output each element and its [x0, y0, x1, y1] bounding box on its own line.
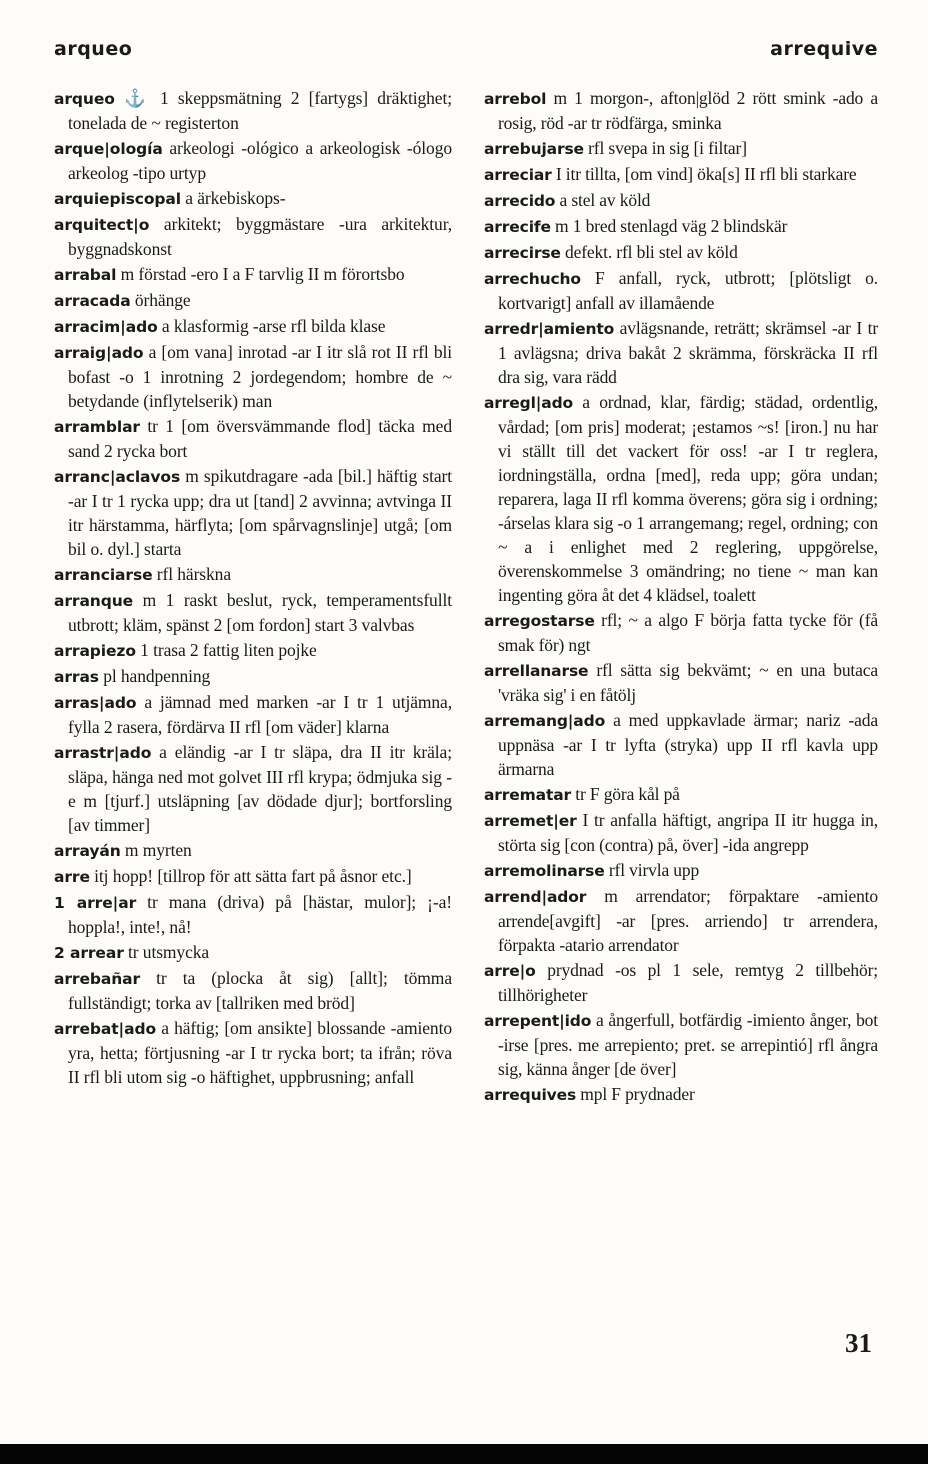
entry-definition: tr F göra kål på [571, 784, 680, 804]
entry-headword: arregl|ado [484, 394, 574, 412]
entry-definition: F anfall, ryck, utbrott; [plötsligt o. kortvarigt] anfall av illamående [498, 268, 878, 313]
entry-headword: arrapiezo [54, 642, 136, 660]
entry-headword: arranciarse [54, 566, 153, 584]
entry-headword: arrend|ador [484, 888, 587, 906]
dictionary-entry [54, 890, 452, 939]
dictionary-entry [484, 162, 878, 187]
entry-definition: tr 1 [om översvämmande flod] täcka med sand 2 rycka bort [68, 416, 452, 461]
entry-definition: örhänge [130, 290, 191, 310]
dictionary-entry [54, 86, 452, 135]
dictionary-entry [54, 288, 452, 313]
entry-headword: arras [54, 668, 99, 686]
dictionary-entry [54, 864, 452, 889]
entry-definition: a ångerfull, botfärdig -imiento ånger, bot -irse [pres. me arrepiento; pret. se arrepintió] rfl ångra sig, känna ånger [de över] [498, 1010, 878, 1079]
entry-definition: I itr tillta, [om vind] öka[s] II rfl bli starkare [551, 164, 857, 184]
entry-definition: m arrendator; förpaktare -amiento arrende[avgift] -ar [pres. arriendo] tr arrendera, förpakta -atario arrendator [498, 886, 878, 955]
entry-definition: rfl; ~ a algo F börja fatta tycke för (få smak för) ngt [498, 610, 878, 655]
entry-definition: defekt. rfl bli stel av köld [560, 242, 738, 262]
entry-headword: arrebujarse [484, 140, 584, 158]
entry-headword: arque|ología [54, 140, 163, 158]
entry-definition: m myrten [120, 840, 192, 860]
entry-headword: 2 arrear [54, 944, 124, 962]
entry-headword: arras|ado [54, 694, 137, 712]
entry-definition: avlägsnande, reträtt; skrämsel -ar I tr 1 avlägsna; driva bakåt 2 skrämma, förskräcka II rfl dra sig, vara rädd [498, 318, 878, 387]
entry-headword: arracada [54, 292, 131, 310]
entry-definition: prydnad -os pl 1 sele, remtyg 2 tillbehör; tillhörigheter [498, 960, 878, 1005]
entry-definition: a eländig -ar I tr släpa, dra II itr kräla; släpa, hänga ned mot golvet III rfl krypa; ödmjuka sig -e m [tjurf.] utsläpning [av dödade djur]; bortforsling [av timmer] [68, 742, 452, 835]
entry-headword: arramblar [54, 418, 140, 436]
entry-headword: arrastr|ado [54, 744, 152, 762]
entry-headword: arredr|amiento [484, 320, 615, 338]
entry-headword: arrellanarse [484, 662, 589, 680]
entry-headword: arranque [54, 592, 134, 610]
entry-definition: I tr anfalla häftigt, angripa II itr hugga in, störta sig [con (contra) på, över] -ida angrepp [498, 810, 878, 855]
running-header-last-word: arrequive [770, 38, 878, 60]
entry-headword: arrebañar [54, 970, 141, 988]
entry-headword: arrabal [54, 266, 117, 284]
dictionary-entry [484, 240, 878, 265]
entry-definition: arkeologi -ológico a arkeologisk -ólogo arkeolog -tipo urtyp [68, 138, 452, 183]
entry-definition: tr mana (driva) på [hästar, mulor]; ¡-a! hoppla!, inte!, nå! [68, 892, 452, 937]
entry-headword: arrematar [484, 786, 572, 804]
entry-headword: arrecido [484, 192, 556, 210]
scan-edge-bar [0, 1444, 928, 1464]
entry-headword: arquitect|o [54, 216, 150, 234]
dictionary-entry [484, 188, 878, 213]
dictionary-entry [54, 212, 452, 261]
entry-definition: m 1 raskt beslut, ryck, temperamentsfullt utbrott; kläm, spänst 2 [om fordon] start 3 valvbas [68, 590, 452, 635]
entry-definition: 1 trasa 2 fattig liten pojke [135, 640, 317, 660]
dictionary-entry [54, 136, 452, 185]
entry-definition: rfl sätta sig bekvämt; ~ en una butaca 'vräka sig' i en fåtölj [498, 660, 878, 705]
entry-definition: arkitekt; byggmästare -ura arkitektur, byggnadskonst [68, 214, 452, 259]
entry-headword: arracim|ado [54, 318, 158, 336]
entry-headword: arrebat|ado [54, 1020, 156, 1038]
dictionary-entry [54, 740, 452, 837]
entry-definition: tr ta (plocka åt sig) [allt]; tömma fullständigt; torka av [tallriken med bröd] [68, 968, 452, 1013]
dictionary-entry [54, 562, 452, 587]
entry-headword: arqueo [54, 90, 115, 108]
dictionary-entry [54, 414, 452, 463]
page-number: 31 [845, 1328, 872, 1358]
entry-headword: arremang|ado [484, 712, 606, 730]
entry-definition: tr utsmycka [123, 942, 210, 962]
entry-headword: arrepent|ido [484, 1012, 592, 1030]
entry-headword: arrecirse [484, 244, 561, 262]
entry-definition: itj hopp! [tillrop för att sätta fart på åsnor etc.] [89, 866, 412, 886]
dictionary-entry [54, 966, 452, 1015]
entry-headword: arrechucho [484, 270, 581, 288]
dictionary-entry [484, 266, 878, 315]
dictionary-entry [484, 782, 878, 807]
dictionary-entry [484, 316, 878, 389]
dictionary-entry [54, 690, 452, 739]
entry-definition: m 1 bred stenlagd väg 2 blindskär [550, 216, 788, 236]
dictionary-entry [484, 858, 878, 883]
entry-definition: a ärkebiskops- [181, 188, 286, 208]
entry-headword: arreciar [484, 166, 552, 184]
dictionary-entry [484, 658, 878, 707]
dictionary-entry [54, 262, 452, 287]
dictionary-entry [54, 464, 452, 561]
dictionary-entry [484, 1082, 878, 1107]
dictionary-entry [484, 708, 878, 781]
entry-definition: rfl virvla upp [604, 860, 700, 880]
entry-headword: arregostarse [484, 612, 595, 630]
entry-headword: arraig|ado [54, 344, 144, 362]
entry-definition: a ordnad, klar, färdig; städad, ordentlig, vårdad; [om pris] moderat; ¡estamos ~s! [iron.] nu har vi ställt till det vackert för oss! -ar I tr reglera, iordningställa, ordna [med], reda upp; göra undan; reparera, laga II rfl komma överens; göra sig i ordning; -árselas klara sig -o 1 arrangemang; regel, ordning; con ~ a i enlighet med 2 reglering, uppgörelse, överenskommelse 3 omändring; no tiene ~ man kan ingenting göra åt det 4 klädsel, toalett [498, 392, 878, 605]
entry-definition: a med uppkavlade ärmar; nariz -ada uppnäsa -ar I tr lyfta (stryka) upp II rfl kavla upp ärmarna [498, 710, 878, 779]
entry-definition: m spikutdragare -ada [bil.] häftig start -ar I tr 1 rycka upp; dra ut [tand] 2 avvinna; avtvinga II itr härstamma, härflyta; [om spårvagnslinje] utgå; [om bil o. dyl.] starta [68, 466, 452, 559]
dictionary-entry [484, 884, 878, 957]
entry-headword: arranc|aclavos [54, 468, 181, 486]
dictionary-entry [484, 1008, 878, 1081]
dictionary-entry [484, 808, 878, 857]
dictionary-entry [54, 340, 452, 413]
entry-definition: pl handpenning [98, 666, 211, 686]
left-column [54, 86, 452, 1090]
entry-headword: 1 arre|ar [54, 894, 137, 912]
entry-definition: a [om vana] inrotad -ar I itr slå rot II rfl bli bofast -o 1 inrotning 2 jordegendom; hombre de ~ betydande (inflytelserik) man [68, 342, 452, 411]
entry-definition: a häftig; [om ansikte] blossande -amiento yra, hetta; förtjusning -ar I tr rycka bort; ta ifrån; röva II rfl bli utom sig -o häftighet, uppbrusning; anfall [68, 1018, 452, 1087]
entry-definition: ⚓ 1 skeppsmätning 2 [fartygs] dräktighet; tonelada de ~ registerton [68, 88, 452, 133]
entry-definition: a klasformig -arse rfl bilda klase [157, 316, 386, 336]
entry-definition: mpl F prydnader [576, 1084, 695, 1104]
dictionary-entry [54, 838, 452, 863]
entry-headword: arre [54, 868, 90, 886]
dictionary-entry [54, 1016, 452, 1089]
entry-headword: arrequives [484, 1086, 577, 1104]
dictionary-entry [484, 214, 878, 239]
entry-headword: arremet|er [484, 812, 577, 830]
dictionary-entry [54, 638, 452, 663]
dictionary-entry [54, 314, 452, 339]
entry-headword: arrecife [484, 218, 551, 236]
dictionary-entry [54, 186, 452, 211]
entry-headword: arrebol [484, 90, 547, 108]
entry-headword: arrayán [54, 842, 121, 860]
dictionary-entry [484, 390, 878, 607]
entry-definition: a jämnad med marken -ar I tr 1 utjämna, fylla 2 rasera, fördärva II rfl [om väder] klarna [68, 692, 452, 737]
running-header-first-word: arqueo [54, 38, 133, 60]
dictionary-entry [54, 588, 452, 637]
dictionary-entry [484, 136, 878, 161]
entry-definition: a stel av köld [555, 190, 651, 210]
dictionary-entry [54, 940, 452, 965]
entry-definition: m förstad -ero I a F tarvlig II m förortsbo [116, 264, 405, 284]
entry-headword: arremolinarse [484, 862, 605, 880]
entry-headword: arre|o [484, 962, 536, 980]
entry-headword: arquiepiscopal [54, 190, 181, 208]
entry-definition: rfl svepa in sig [i filtar] [583, 138, 747, 158]
right-column [484, 86, 878, 1108]
dictionary-entry [484, 608, 878, 657]
dictionary-entry [484, 86, 878, 135]
dictionary-entry [54, 664, 452, 689]
dictionary-entry [484, 958, 878, 1007]
entry-definition: rfl härskna [152, 564, 231, 584]
entry-definition: m 1 morgon-, afton|glöd 2 rött smink -ado a rosig, röd -ar tr rödfärga, sminka [498, 88, 878, 133]
